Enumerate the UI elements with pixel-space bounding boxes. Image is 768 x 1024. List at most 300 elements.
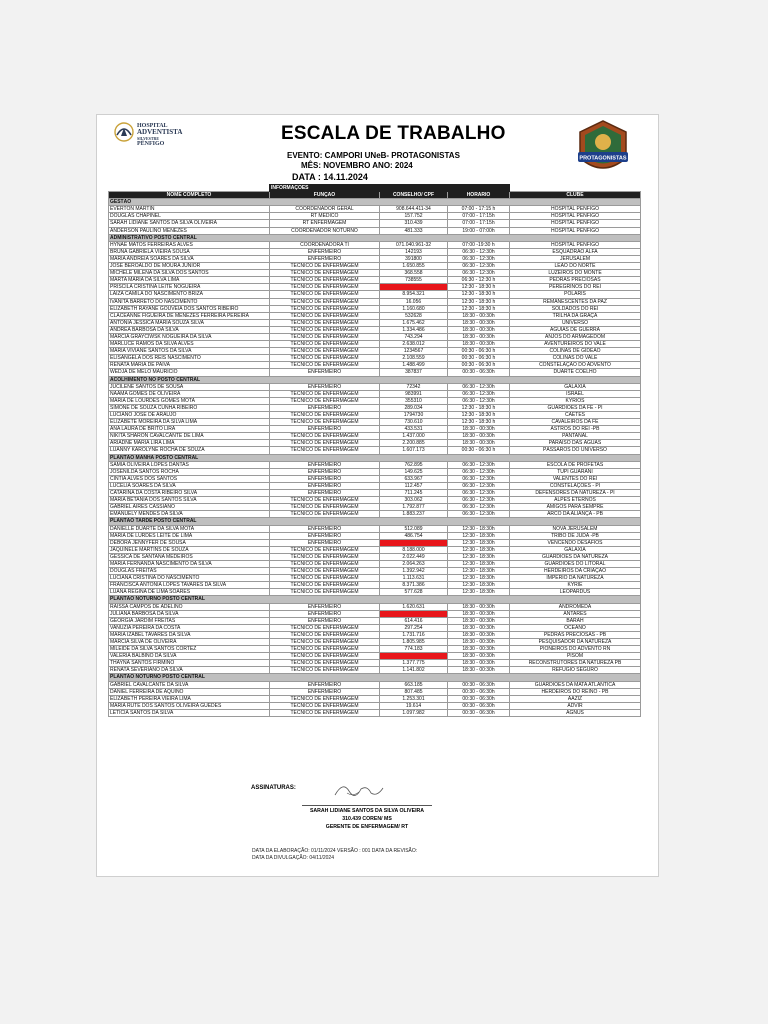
cell-time: 07:00 - 17:15h: [448, 220, 510, 227]
section-title: PLANTÃO NOTURNO POSTO CENTRAL: [109, 596, 641, 603]
cell-name: GESSICA DE SANTANA MEDEIROS: [109, 553, 270, 560]
cell-council: 157.752: [380, 213, 448, 220]
cell-council: 368.558: [380, 270, 448, 277]
cell-council: 149.625: [380, 468, 448, 475]
page-title: ESCALA DE TRABALHO: [281, 123, 506, 144]
section-title: PLANTÃO NOTURNO POSTO CENTRAL: [109, 674, 641, 681]
cell-club: TUPI GUARANI: [510, 468, 641, 475]
table-row: [109, 532, 641, 539]
cell-name: ANDRÉA BARBOSA DA SILVA: [109, 326, 270, 333]
cell-name: THAYNÃ SANTOS FIRMINO: [109, 660, 270, 667]
table-row: [109, 341, 641, 348]
table-row: [109, 624, 641, 631]
cell-time: 00:30 - 06:30h: [448, 695, 510, 702]
cell-function: RT ENFERMAGEM: [270, 220, 380, 227]
cell-name: SIMONE DE SOUZA CUNHA RIBEIRO: [109, 404, 270, 411]
cell-function: COORDENADOR GERAL: [270, 206, 380, 213]
cell-council: 19.614: [380, 702, 448, 709]
cell-club: AVENTUREIROS DO VALE: [510, 341, 641, 348]
cell-time: 12:30 - 18:30h: [448, 553, 510, 560]
cell-name: MARLUCE RAMOS DA SILVA ALVES: [109, 341, 270, 348]
cell-function: ENFERMEIRO: [270, 468, 380, 475]
cell-council: [380, 610, 448, 617]
cell-function: TÉCNICO DE ENFERMAGEM: [270, 305, 380, 312]
cell-club: PEDRAS PRECIOSAS - PB: [510, 631, 641, 638]
table-row: [109, 426, 641, 433]
cell-function: ENFERMEIRO: [270, 490, 380, 497]
section-header-row: [109, 674, 641, 681]
cell-name: RENATA SEVERIANO DA SILVA: [109, 667, 270, 674]
cell-name: MILEIDE DA SILVA SANTOS CORTEZ: [109, 646, 270, 653]
logo-line-3: SILVESTRE: [137, 136, 160, 141]
cell-council: 2.108.559: [380, 355, 448, 362]
table-row: [109, 291, 641, 298]
cell-council: 1.160.680: [380, 305, 448, 312]
info-spacer: [510, 185, 641, 192]
table-row: [109, 383, 641, 390]
cell-council: 1.883.237: [380, 511, 448, 518]
cell-time: 06:30 - 12:30h: [448, 461, 510, 468]
cell-time: 12:30 - 18:30 h: [448, 419, 510, 426]
table-row: [109, 546, 641, 553]
cell-name: SARAH LIDIANE SANTOS DA SILVA OLIVEIRA: [109, 220, 270, 227]
cell-council: 711.245: [380, 490, 448, 497]
cell-council: 8.188.000: [380, 546, 448, 553]
info-label: INFORMAÇÕES: [270, 185, 380, 192]
cell-function: TÉCNICO DE ENFERMAGEM: [270, 298, 380, 305]
cell-function: TÉCNICO DE ENFERMAGEM: [270, 419, 380, 426]
table-row: [109, 305, 641, 312]
schedule-sheet: [96, 114, 659, 877]
cell-time: 12:30 - 18:30h: [448, 582, 510, 589]
cell-club: GALÁXIA: [510, 383, 641, 390]
badge-text: PROTAGONISTAS: [579, 155, 627, 162]
cell-club: JERUSALÉM: [510, 255, 641, 262]
cell-name: VALÉRIA BALBINO DA SILVA: [109, 653, 270, 660]
table-row: [109, 709, 641, 716]
cell-function: TÉCNICO DE ENFERMAGEM: [270, 504, 380, 511]
cell-club: KYRIE: [510, 582, 641, 589]
cell-time: 18:30 - 00:30h: [448, 341, 510, 348]
section-header-row: [109, 518, 641, 525]
cell-council: 391800: [380, 255, 448, 262]
cell-name: MARCIA SILVA DE OLIVEIRA: [109, 639, 270, 646]
table-row: [109, 575, 641, 582]
cell-name: HYNAE MATOS FERREIRAS ALVES: [109, 241, 270, 248]
cell-council: 8.371.386: [380, 582, 448, 589]
table-row: [109, 525, 641, 532]
cell-name: ANA LAURA DE BRITO LIRA: [109, 426, 270, 433]
signer-coren: 310.439 COREN/ MS: [342, 816, 392, 822]
cell-council: 142193: [380, 248, 448, 255]
cell-club: ÁGUIAS DE GUERRA: [510, 326, 641, 333]
table-row: [109, 255, 641, 262]
table-row: [109, 312, 641, 319]
cell-function: TÉCNICO DE ENFERMAGEM: [270, 511, 380, 518]
cell-time: 06:30 - 12:30h: [448, 390, 510, 397]
cell-name: CINTIA ALVES DOS SANTOS: [109, 475, 270, 482]
table-row: [109, 404, 641, 411]
cell-club: PÁSSAROS DO UNIVERSO: [510, 447, 641, 454]
cell-council: 16.056: [380, 298, 448, 305]
cell-council: 310.439: [380, 220, 448, 227]
table-row: [109, 490, 641, 497]
cell-function: TÉCNICO DE ENFERMAGEM: [270, 568, 380, 575]
cell-club: AMIGOS PARA SEMPRE: [510, 504, 641, 511]
table-row: [109, 688, 641, 695]
cell-council: 8.954.321: [380, 291, 448, 298]
table-row: [109, 681, 641, 688]
cell-function: TÉCNICO DE ENFERMAGEM: [270, 397, 380, 404]
cell-time: 18:30 - 00:30h: [448, 426, 510, 433]
cell-council: 1.792.877: [380, 504, 448, 511]
cell-time: 18:30 - 00:30h: [448, 617, 510, 624]
logo-line-2: ADVENTISTA: [137, 128, 183, 136]
info-fill: [448, 185, 510, 192]
cell-function: ENFERMEIRO: [270, 525, 380, 532]
col-header-function: FUNÇÃO: [270, 192, 380, 199]
cell-club: HOSPITAL PÊNFIGO: [510, 227, 641, 234]
signatures-label: ASSINATURAS:: [251, 785, 296, 791]
cell-function: TÉCNICO DE ENFERMAGEM: [270, 553, 380, 560]
table-row: [109, 568, 641, 575]
table-row: [109, 695, 641, 702]
cell-time: 06:30 - 12:30h: [448, 490, 510, 497]
cell-council: 2.064.263: [380, 560, 448, 567]
cell-club: IMPÉRIO DA NATUREZA: [510, 575, 641, 582]
cell-club: GUARDIÕES DO LITORAL: [510, 560, 641, 567]
cell-name: DANIEL FERREIRA DE AQUINO: [109, 688, 270, 695]
cell-name: CLACEANNE FIGUEIRA DE MENEZES FERREIRA PEREIRA: [109, 312, 270, 319]
cell-name: EMANUELY MENDES DA SILVA: [109, 511, 270, 518]
cell-name: GABRIEL CAVALCANTE DA SILVA: [109, 681, 270, 688]
cell-name: MARIA FERNANDA NASCIMENTO DA SILVA: [109, 560, 270, 567]
cell-time: 00:30 - 06:30h: [448, 702, 510, 709]
cell-name: BRUNA GABRIELA VIEIRA SOUSA: [109, 248, 270, 255]
campori-badge-icon: [574, 118, 632, 180]
cell-time: 12:30 - 18:30 h: [448, 404, 510, 411]
cell-council: 1.097.982: [380, 709, 448, 716]
table-row: [109, 412, 641, 419]
cell-club: VENCENDO DESAFIOS: [510, 539, 641, 546]
cell-time: 12:30 - 18:30 h: [448, 291, 510, 298]
section-header-row: [109, 376, 641, 383]
schedule-table-body: [109, 185, 641, 717]
cell-club: DEFENSORES DA NATUREZA - PI: [510, 490, 641, 497]
cell-club: LEOPARDUS: [510, 589, 641, 596]
cell-club: KYRIOS: [510, 397, 641, 404]
cell-function: TÉCNICO DE ENFERMAGEM: [270, 291, 380, 298]
cell-time: 12:30 - 18:30h: [448, 532, 510, 539]
cell-council: 486.754: [380, 532, 448, 539]
cell-time: 00:30 - 06:30 h: [448, 362, 510, 369]
cell-time: 18:30 - 00:30h: [448, 440, 510, 447]
cell-council: 1.113.631: [380, 575, 448, 582]
cell-club: LUZEIROS DO MONTE: [510, 270, 641, 277]
event-line: EVENTO: CAMPORI UNeB- PROTAGONISTAS: [287, 151, 460, 160]
cell-name: JULIANA BARBOSA DA SILVA: [109, 610, 270, 617]
cell-club: PARAÍSO DAS ÁGUAS: [510, 440, 641, 447]
cell-name: MÁRCIA GRAYCIWSK NOGUEIRA DA SILVA: [109, 333, 270, 340]
table-row: [109, 582, 641, 589]
cell-function: RT MÉDICO: [270, 213, 380, 220]
table-row: [109, 433, 641, 440]
cell-time: 12:30 - 18:30 h: [448, 412, 510, 419]
cell-name: MARIA DE LOURDES GOMES MOTA: [109, 397, 270, 404]
cell-council: [380, 653, 448, 660]
table-row: [109, 482, 641, 489]
cell-name: JOSÉ BEROALDO DE MOURA JÚNIOR: [109, 263, 270, 270]
table-row: [109, 589, 641, 596]
cell-name: MICHELE MILENA DA SILVA DOS SANTOS: [109, 270, 270, 277]
cell-name: GEORGIA JARDIM FREITAS: [109, 617, 270, 624]
cell-time: 18:30 - 00:30h: [448, 631, 510, 638]
footer-divulgation: DATA DA DIVULGAÇÃO: 04/11/2024: [252, 855, 334, 861]
cell-time: 06:30 - 12:30h: [448, 255, 510, 262]
section-title: GESTÃO: [109, 199, 641, 206]
cell-time: 00:30 - 06:30h: [448, 681, 510, 688]
cell-time: 19:00 - 07:00h: [448, 227, 510, 234]
cell-club: UNIVERSO: [510, 319, 641, 326]
cell-name: ELIZABETE MOREIRA DA SILVA LIMA: [109, 419, 270, 426]
cell-club: GUARDIÕES DA MATA ATLÂNTICA: [510, 681, 641, 688]
cell-name: ELIZABETH RAYANE GOUVEIA DOS SANTOS RIBEIRO: [109, 305, 270, 312]
cell-council: 1.377.775: [380, 660, 448, 667]
cell-name: VANUZIA PEREIRA DA COSTA: [109, 624, 270, 631]
cell-club: TRILHA DA GRAÇA: [510, 312, 641, 319]
cell-council: 807.485: [380, 688, 448, 695]
cell-time: 18:30 - 00:30h: [448, 639, 510, 646]
table-row: [109, 362, 641, 369]
info-spacer: [109, 185, 270, 192]
cell-club: ESCOLA DE PROFETAS: [510, 461, 641, 468]
cell-name: DÉBORA JENNYFER DE SOUSA: [109, 539, 270, 546]
section-header-row: [109, 454, 641, 461]
cell-time: 00:30 - 06:30 h: [448, 355, 510, 362]
cell-function: ENFERMEIRO: [270, 461, 380, 468]
cell-council: 614.416: [380, 617, 448, 624]
cell-time: 18:30 - 00:30h: [448, 660, 510, 667]
cell-function: TÉCNICO DE ENFERMAGEM: [270, 560, 380, 567]
cell-council: [380, 539, 448, 546]
cell-time: 12:30 - 18:30h: [448, 575, 510, 582]
table-row: [109, 227, 641, 234]
cell-name: SÂMIA OLIVEIRA LOPES DANTAS: [109, 461, 270, 468]
cell-council: 1.650.855: [380, 263, 448, 270]
cell-club: REMANESCENTES DA PAZ: [510, 298, 641, 305]
cell-club: ESQUADRÃO ALFA: [510, 248, 641, 255]
cell-function: ENFERMEIRO: [270, 248, 380, 255]
cell-name: JAQUINELE MARTINS DE SOUZA: [109, 546, 270, 553]
cell-council: 433.531: [380, 426, 448, 433]
cell-time: 06:30 - 12:30h: [448, 475, 510, 482]
cell-council: 512.089: [380, 525, 448, 532]
cell-name: GABRIEL AIRES CASSIANO: [109, 504, 270, 511]
cell-name: LUANNY KAROLYNE ROCHA DE SOUZA: [109, 447, 270, 454]
cell-name: RENATA MARIA DE PAIVA: [109, 362, 270, 369]
cell-function: COORDENADORA TI: [270, 241, 380, 248]
table-row: [109, 653, 641, 660]
cell-time: 06:30 - 12:30h: [448, 482, 510, 489]
cell-function: TÉCNICO DE ENFERMAGEM: [270, 333, 380, 340]
table-row: [109, 447, 641, 454]
table-row: [109, 553, 641, 560]
cell-time: 06:30 - 12:30h: [448, 504, 510, 511]
cell-club: ADVIR: [510, 702, 641, 709]
cell-name: IVANITA BARRETO DO NASCIMENTO: [109, 298, 270, 305]
cell-function: ENFERMEIRO: [270, 610, 380, 617]
cell-name: NAAMA GOMES DE OLIVEIRA: [109, 390, 270, 397]
hospital-logo: [113, 121, 193, 147]
table-row: [109, 440, 641, 447]
table-row: [109, 333, 641, 340]
cell-club: CAVALEIROS DA FÉ: [510, 419, 641, 426]
table-row: [109, 461, 641, 468]
cell-council: [380, 284, 448, 291]
cell-club: HOSPITAL PÊNFIGO: [510, 206, 641, 213]
cell-time: 12:30 - 18:30 h: [448, 298, 510, 305]
cell-club: CONSTELAÇÃO DO ADVENTO: [510, 362, 641, 369]
schedule-table: [108, 184, 641, 717]
cell-council: 112.457: [380, 482, 448, 489]
cell-function: TÉCNICO DE ENFERMAGEM: [270, 709, 380, 716]
cell-club: VALENTES DO REI: [510, 475, 641, 482]
cell-council: 72342: [380, 383, 448, 390]
cell-name: MARIA IZABEL TAVARES DA SILVA: [109, 631, 270, 638]
cell-function: TÉCNICO DE ENFERMAGEM: [270, 546, 380, 553]
cell-club: POLARIS: [510, 291, 641, 298]
signer-role: GERENTE DE ENFERMAGEM/ RT: [325, 824, 409, 830]
cell-council: 1794730: [380, 412, 448, 419]
cell-club: PEDRAS PRECIOSAS: [510, 277, 641, 284]
cell-time: 07:00 -19:30 h: [448, 241, 510, 248]
cell-name: LETÍCIA SANTOS DA SILVA: [109, 709, 270, 716]
cell-function: TÉCNICO DE ENFERMAGEM: [270, 631, 380, 638]
table-row: [109, 603, 641, 610]
cell-club: REFÚGIO SEGURO: [510, 667, 641, 674]
cell-club: HERDEIROS DO REINO - PB: [510, 688, 641, 695]
table-row: [109, 539, 641, 546]
cell-club: PISOM: [510, 653, 641, 660]
table-row: [109, 270, 641, 277]
cell-council: 1.488.499: [380, 362, 448, 369]
cell-name: MARIA VIVIANE SANTOS DA SILVA: [109, 348, 270, 355]
cell-club: TRIBO DE JUDÁ -PB: [510, 532, 641, 539]
cell-function: COORDENADOR NOTURNO: [270, 227, 380, 234]
cell-function: ENFERMEIRO: [270, 475, 380, 482]
cell-function: TÉCNICO DE ENFERMAGEM: [270, 277, 380, 284]
cell-club: NOVA JERUSALÉM: [510, 525, 641, 532]
cell-club: OCEANO: [510, 624, 641, 631]
cell-function: ENFERMEIRO: [270, 688, 380, 695]
cell-time: 06:30 - 12:30h: [448, 383, 510, 390]
table-row: [109, 348, 641, 355]
section-header-row: [109, 596, 641, 603]
cell-club: COLINAS DE GIDEÃO: [510, 348, 641, 355]
table-row: [109, 263, 641, 270]
table-row: [109, 667, 641, 674]
cell-council: 303.062: [380, 497, 448, 504]
section-title: PLANTÃO TARDE POSTO CENTRAL: [109, 518, 641, 525]
cell-council: 1.141.802: [380, 667, 448, 674]
cell-council: 738555: [380, 277, 448, 284]
table-row: [109, 213, 641, 220]
cell-time: 06:30 - 12:30h: [448, 248, 510, 255]
cell-club: LEÃO DO NORTE: [510, 263, 641, 270]
cell-time: 00:30 - 06:30h: [448, 709, 510, 716]
cell-council: 730.610: [380, 419, 448, 426]
cell-time: 18:30 - 00:30h: [448, 603, 510, 610]
section-header-row: [109, 234, 641, 241]
cell-time: 12:30 - 18:30h: [448, 589, 510, 596]
table-row: [109, 468, 641, 475]
cell-council: 743.294: [380, 333, 448, 340]
cell-council: 1234567: [380, 348, 448, 355]
cell-club: PANTANAL: [510, 433, 641, 440]
col-header-council: CONSELHO/ CPF: [380, 192, 448, 199]
cell-function: TÉCNICO DE ENFERMAGEM: [270, 653, 380, 660]
cell-council: 762.895: [380, 461, 448, 468]
cell-club: ANDRÔMEDA: [510, 603, 641, 610]
cell-function: TÉCNICO DE ENFERMAGEM: [270, 270, 380, 277]
cell-name: DOUGLAS FREITAS: [109, 568, 270, 575]
handwritten-signature: [329, 779, 389, 801]
cell-function: TÉCNICO DE ENFERMAGEM: [270, 312, 380, 319]
cell-club: PEREGRINOS DO REI: [510, 284, 641, 291]
cell-function: TÉCNICO DE ENFERMAGEM: [270, 341, 380, 348]
footer-elaboration: DATA DA ELABORAÇÃO: 01/11/2024 VERSÃO : 001 DATA DA REVISÃO:: [252, 848, 418, 854]
table-row: [109, 206, 641, 213]
cell-club: BARAH: [510, 617, 641, 624]
cell-name: WEDJA DE MELO MAURICIO: [109, 369, 270, 376]
cell-club: GUARDIÕES DA FÉ - PI: [510, 404, 641, 411]
cell-function: ENFERMEIRO: [270, 404, 380, 411]
cell-time: 06:30 - 12:30h: [448, 270, 510, 277]
col-header-name: NOME COMPLETO: [109, 192, 270, 199]
cell-club: AAZIZ: [510, 695, 641, 702]
cell-function: TÉCNICO DE ENFERMAGEM: [270, 575, 380, 582]
cell-function: TÉCNICO DE ENFERMAGEM: [270, 497, 380, 504]
cell-council: 1.620.631: [380, 603, 448, 610]
cell-name: ELIZABETH PEREIRA VIEIRA LIMA: [109, 695, 270, 702]
cell-club: COLINAS DO VALE: [510, 355, 641, 362]
info-header-row: [109, 185, 641, 192]
cell-council: 774.183: [380, 646, 448, 653]
cell-council: 1.392.942: [380, 568, 448, 575]
cell-time: 18:30 - 00:30h: [448, 433, 510, 440]
cell-name: LUCIANA CRISTINA DO NASCIMENTO: [109, 575, 270, 582]
logo-line-1: HOSPITAL: [137, 123, 168, 129]
table-row: [109, 419, 641, 426]
cell-name: MARTA MARIA DA SILVA LIMA: [109, 277, 270, 284]
cell-function: ENFERMEIRO: [270, 603, 380, 610]
cell-time: 12:30 - 18:30 h: [448, 284, 510, 291]
logo-line-4: PÊNFIGO: [137, 141, 165, 147]
cell-club: CAETÉS: [510, 412, 641, 419]
cell-council: 1.805.985: [380, 639, 448, 646]
cell-council: 2.022.449: [380, 553, 448, 560]
cell-time: 18:30 - 00:30h: [448, 326, 510, 333]
cell-name: FRANCISCA ANTONIA LOPES TAVARES DA SILVA: [109, 582, 270, 589]
cell-council: 355310: [380, 397, 448, 404]
table-row: [109, 504, 641, 511]
cell-function: TÉCNICO DE ENFERMAGEM: [270, 660, 380, 667]
cell-council: 983991: [380, 390, 448, 397]
cell-time: 00:30 - 06:30 h: [448, 447, 510, 454]
section-title: ADMINISTRATIVO POSTO CENTRAL: [109, 234, 641, 241]
cell-council: 289.034: [380, 404, 448, 411]
hospital-logo-icon: [113, 121, 135, 143]
